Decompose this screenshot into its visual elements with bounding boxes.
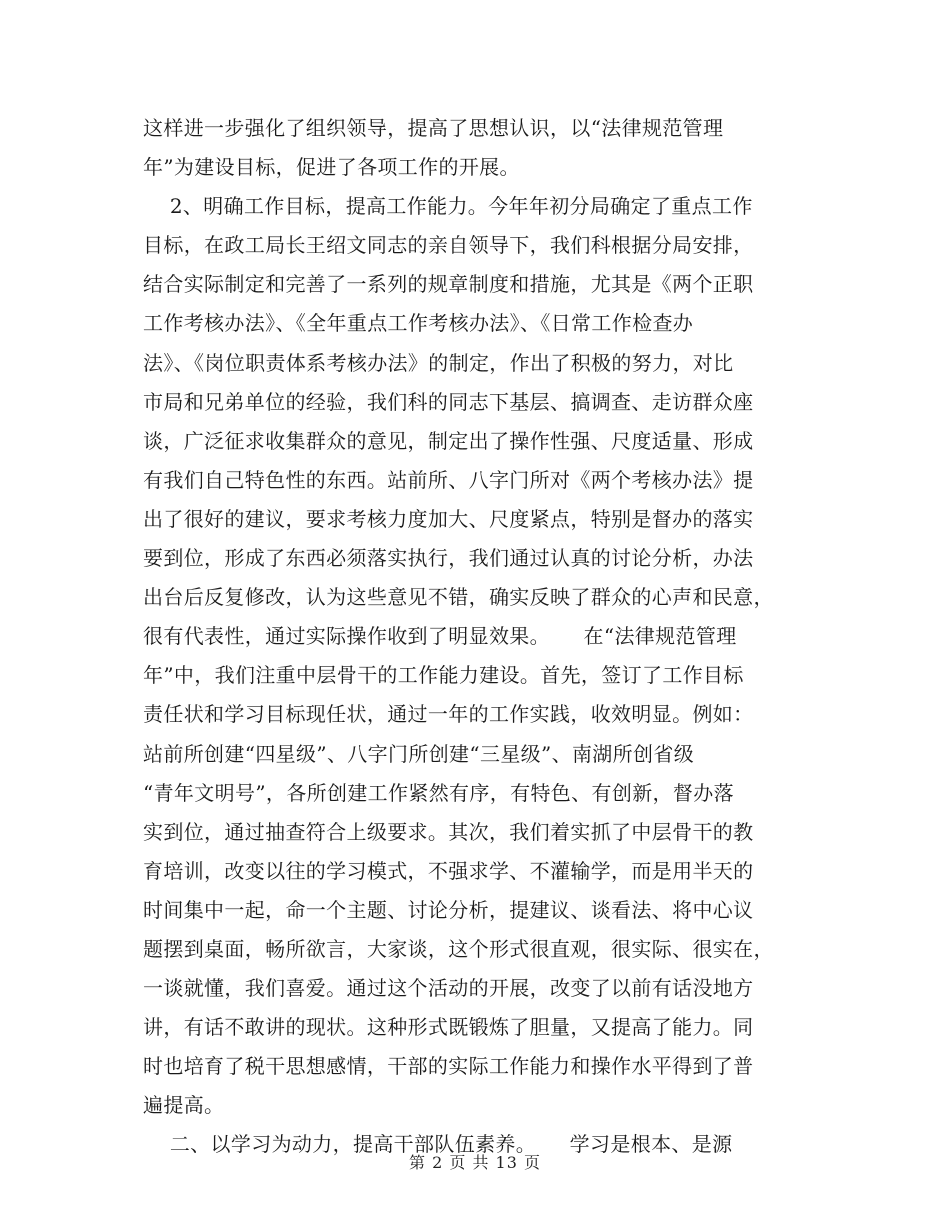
- text-line: 一谈就懂，我们喜爱。通过这个活动的开展，改变了以前有话没地方: [143, 976, 754, 1001]
- text-line: 有我们自己特色性的东西。站前所、八字门所对《两个考核办法》提: [143, 467, 754, 492]
- text-line: 很有代表性，通过实际操作收到了明显效果。 在“法律规范管理: [143, 624, 737, 649]
- text-line: 育培训，改变以往的学习模式，不强求学、不灌输学，而是用半天的: [143, 858, 754, 883]
- text-line: 责任状和学习目标现任状，通过一年的工作实践，收效明显。例如：: [143, 702, 754, 727]
- text-line: 目标，在政工局长王绍文同志的亲自领导下，我们科根据分局安排，: [143, 233, 754, 258]
- text-line: 时间集中一起，命一个主题、讨论分析，提建议、谈看法、将中心议: [143, 897, 754, 922]
- text-line: 法》、《岗位职责体系考核办法》的制定，作出了积极的努力，对比: [143, 350, 734, 375]
- text-line: 要到位，形成了东西必须落实执行，我们通过认真的讨论分析，办法: [143, 546, 754, 571]
- page-footer: [0, 1150, 950, 1173]
- text-line: 结合实际制定和完善了一系列的规章制度和措施，尤其是《两个正职: [143, 272, 754, 297]
- text-line: 2、明确工作目标，提高工作能力。今年年初分局确定了重点工作: [143, 194, 753, 219]
- text-line: 工作考核办法》、《全年重点工作考核办法》、《日常工作检查办: [143, 311, 694, 336]
- text-line: 站前所创建“四星级”、八字门所创建“三星级”、南湖所创省级: [143, 741, 695, 766]
- text-line: 谈，广泛征求收集群众的意见，制定出了操作性强、尺度适量、形成: [143, 428, 754, 453]
- text-line: 出了很好的建议，要求考核力度加大、尺度紧点，特别是督办的落实: [143, 506, 754, 531]
- text-line: 讲，有话不敢讲的现状。这种形式既锻炼了胆量，又提高了能力。同: [143, 1015, 754, 1040]
- text-line: “青年文明号”，各所创建工作紧然有序，有特色、有创新，督办落: [143, 780, 734, 805]
- text-line: 年”为建设目标，促进了各项工作的开展。: [143, 155, 520, 180]
- text-line: 年”中，我们注重中层骨干的工作能力建设。首先，签订了工作目标: [143, 663, 744, 688]
- text-line: 实到位，通过抽查符合上级要求。其次，我们着实抓了中层骨干的教: [143, 819, 754, 844]
- text-line: 这样进一步强化了组织领导，提高了思想认识，以“法律规范管理: [143, 116, 724, 140]
- body-text: [143, 109, 808, 1165]
- text-line: 出台后反复修改，认为这些意见不错，确实反映了群众的心声和民意，: [143, 585, 774, 610]
- text-line: 题摆到桌面，畅所欲言，大家谈，这个形式很直观，很实际、很实在，: [143, 936, 774, 961]
- text-line: 市局和兄弟单位的经验，我们科的同志下基层、搞调查、走访群众座: [143, 389, 754, 414]
- text-line: 时也培育了税干思想感情，干部的实际工作能力和操作水平得到了普: [143, 1054, 754, 1079]
- text-line: 遍提高。: [143, 1093, 225, 1118]
- page-number: 第 2 页 共 13 页: [409, 1153, 541, 1172]
- text-line: 二、以学习为动力，提高干部队伍素养。 学习是根本、是源: [143, 1132, 733, 1157]
